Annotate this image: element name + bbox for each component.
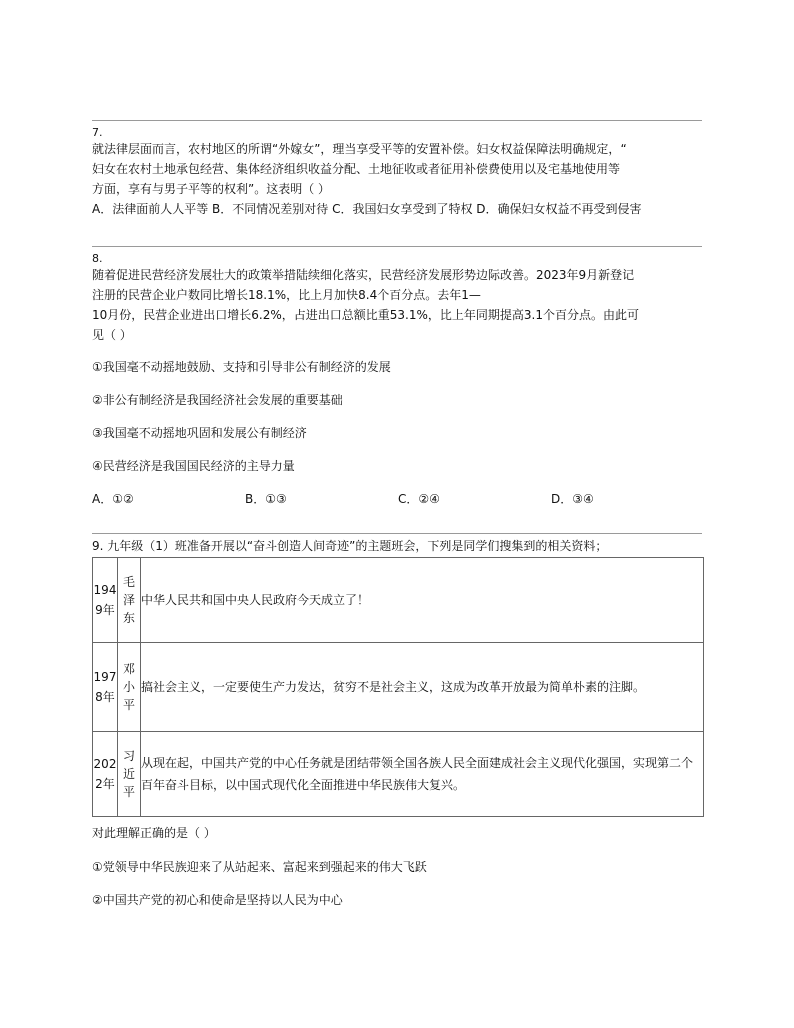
q8-statement: ④民营经济是我国国民经济的主导力量 bbox=[92, 459, 295, 473]
q8-text-line: 随着促进民营经济发展壮大的政策举措陆续细化落实，民营经济发展形势边际改善。2023年9月新登记 bbox=[92, 268, 635, 282]
divider-q9 bbox=[92, 533, 702, 534]
table-row bbox=[93, 558, 704, 643]
q8-text-line: 见（ ） bbox=[92, 328, 132, 342]
q7-text-line: 就法律层面而言，农村地区的所谓“外嫁女”，理当享受平等的安置补偿。妇女权益保障法明确规定，“ bbox=[92, 142, 627, 156]
q7-number: 7. bbox=[92, 126, 103, 139]
q9-intro: 9. 九年级（1）班准备开展以“奋斗创造人间奇迹”的主题班会，下列是同学们搜集到的相关资料； bbox=[92, 539, 608, 553]
q8-option-b[interactable]: B．①③ bbox=[245, 492, 287, 506]
quote-cell: 从现在起，中国共产党的中心任务就是团结带领全国各族人民全面建成社会主义现代化强国，实现第二个百年奋斗目标，以中国式现代化全面推进中华民族伟大复兴。 bbox=[141, 732, 704, 817]
q8-option-c[interactable]: C．②④ bbox=[398, 492, 440, 506]
person-cell: 毛泽东 bbox=[118, 558, 141, 643]
q9-statement: ①党领导中华民族迎来了从站起来、富起来到强起来的伟大飞跃 bbox=[92, 860, 427, 874]
table-row bbox=[93, 732, 704, 817]
quote-cell: 中华人民共和国中央人民政府今天成立了！ bbox=[141, 558, 704, 643]
q8-text-line: 注册的民营企业户数同比增长18.1%，比上月加快8.4个百分点。去年1— bbox=[92, 288, 481, 302]
person-cell: 邓小平 bbox=[118, 643, 141, 732]
q7-options: A．法律面前人人平等 B．不同情况差别对待 C．我国妇女享受到了特权 D．确保妇女权益不再受到侵害 bbox=[92, 202, 642, 216]
q7-text-line: 方面，享有与男子平等的权利”。这表明（ ） bbox=[92, 182, 331, 196]
q9-statement: ②中国共产党的初心和使命是坚持以人民为中心 bbox=[92, 893, 343, 907]
table-row bbox=[93, 643, 704, 732]
q8-statement: ①我国毫不动摇地鼓励、支持和引导非公有制经济的发展 bbox=[92, 360, 391, 374]
quote-cell: 搞社会主义，一定要使生产力发达，贫穷不是社会主义，这成为改革开放最为简单朴素的注脚。 bbox=[141, 643, 704, 732]
divider-q7 bbox=[92, 120, 702, 121]
q8-number: 8. bbox=[92, 252, 103, 265]
q8-option-a[interactable]: A．①② bbox=[92, 492, 134, 506]
q8-statement: ③我国毫不动摇地巩固和发展公有制经济 bbox=[92, 426, 307, 440]
q9-quote-table bbox=[92, 557, 704, 817]
year-cell: 1978年 bbox=[93, 643, 118, 732]
year-cell: 2022年 bbox=[93, 732, 118, 817]
q8-statement: ②非公有制经济是我国经济社会发展的重要基础 bbox=[92, 393, 343, 407]
q9-question: 对此理解正确的是（ ） bbox=[92, 826, 216, 840]
q8-option-d[interactable]: D．③④ bbox=[551, 492, 594, 506]
q7-text-line: 妇女在农村土地承包经营、集体经济组织收益分配、土地征收或者征用补偿费使用以及宅基地使用等 bbox=[92, 162, 621, 176]
person-cell: 习近平 bbox=[118, 732, 141, 817]
divider-q8 bbox=[92, 246, 702, 247]
year-cell: 1949年 bbox=[93, 558, 118, 643]
q8-text-line: 10月份，民营企业进出口增长6.2%，占进出口总额比重53.1%，比上年同期提高3.1个百分点。由此可 bbox=[92, 308, 639, 322]
